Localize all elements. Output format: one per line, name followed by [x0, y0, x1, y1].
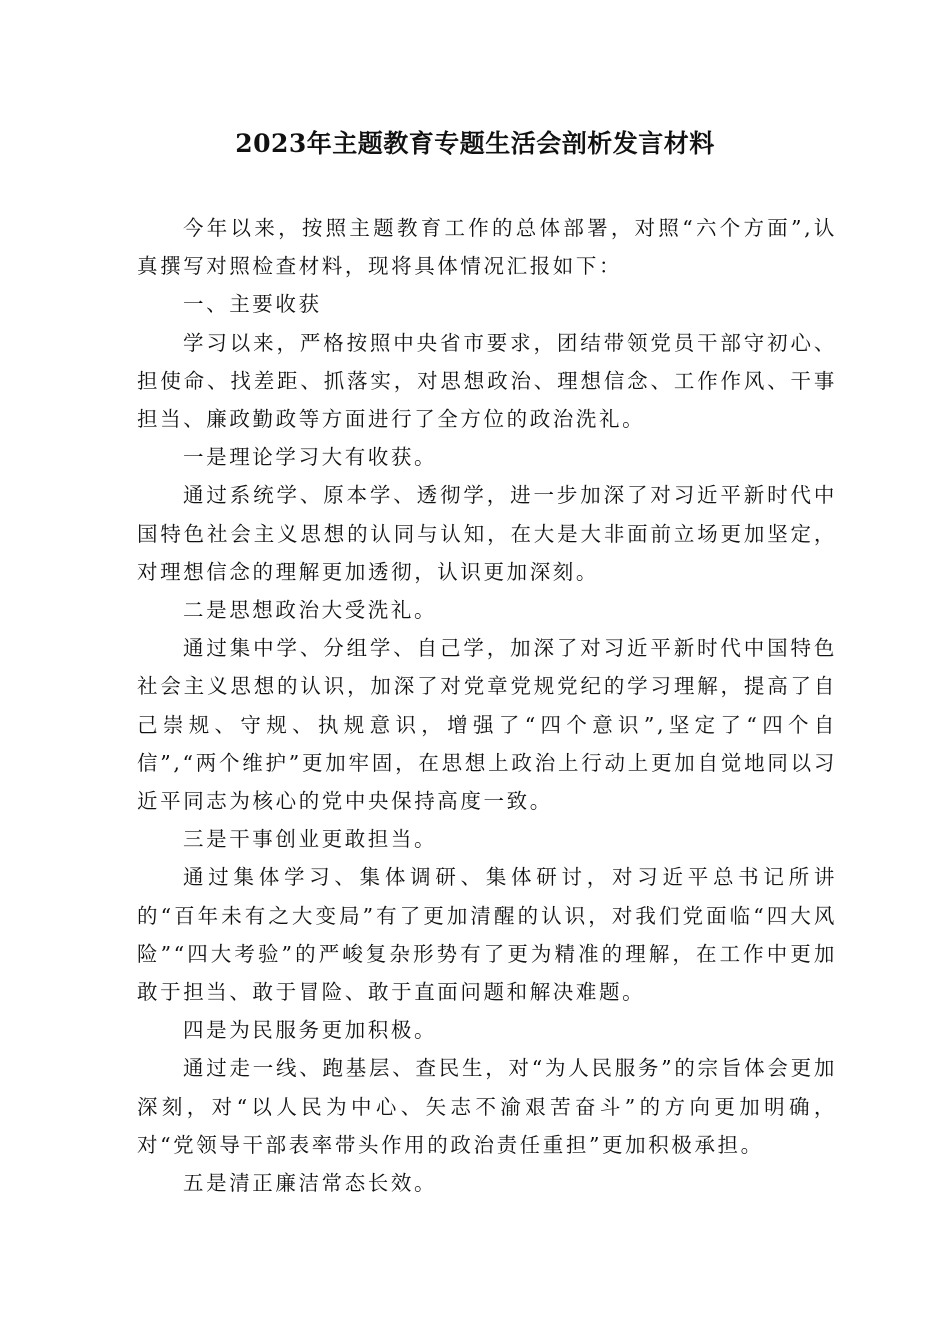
point-paragraph-public-service: 通过走一线、跑基层、查民生，对“为人民服务”的宗旨体会更加深刻，对“以人民为中心、矢志不渝艰苦奋斗”的方向更加明确，对“党领导干部表率带头作用的政治责任重担”更加积极承担。: [137, 1056, 837, 1157]
document-body: [137, 209, 837, 1202]
summary-paragraph: 学习以来，严格按照中央省市要求，团结带领党员干部守初心、担使命、找差距、抓落实，对思想政治、理想信念、工作作风、干事担当、廉政勤政等方面进行了全方位的政治洗礼。: [137, 330, 837, 432]
point-heading-integrity: 五是清正廉洁常态长效。: [183, 1171, 438, 1196]
point-heading-ideology: 二是思想政治大受洗礼。: [183, 598, 438, 623]
point-heading-public-service: 四是为民服务更加积极。: [183, 1018, 438, 1043]
intro-paragraph: 今年以来，按照主题教育工作的总体部署，对照“六个方面”,认真撰写对照检查材料，现将具体情况汇报如下：: [137, 216, 837, 279]
point-heading-responsibility: 三是干事创业更敢担当。: [183, 827, 438, 852]
document-title: 2023年主题教育专题生活会剖析发言材料: [235, 129, 715, 158]
point-paragraph-responsibility: 通过集体学习、集体调研、集体研讨，对习近平总书记所讲的“百年未有之大变局”有了更加清醒的认识，对我们党面临“四大风险”“四大考验”的严峻复杂形势有了更为精准的理解，在工作中更加敢于担当、敢于冒险、敢于直面问题和解决难题。: [137, 865, 837, 1005]
point-paragraph-ideology: 通过集中学、分组学、自己学，加深了对习近平新时代中国特色社会主义思想的认识，加深了对党章党规党纪的学习理解，提高了自己崇规、守规、执规意识，增强了“四个意识”,坚定了“四个自信”,“两个维护”更加牢固，在思想上政治上行动上更加自觉地同以习近平同志为核心的党中央保持高度一致。: [137, 636, 837, 814]
section-heading-main-gains: 一、主要收获: [183, 292, 322, 317]
point-heading-theory-study: 一是理论学习大有收获。: [183, 445, 438, 470]
point-paragraph-theory-study: 通过系统学、原本学、透彻学，进一步加深了对习近平新时代中国特色社会主义思想的认同与认知，在大是大非面前立场更加坚定，对理想信念的理解更加透彻，认识更加深刻。: [137, 483, 837, 584]
